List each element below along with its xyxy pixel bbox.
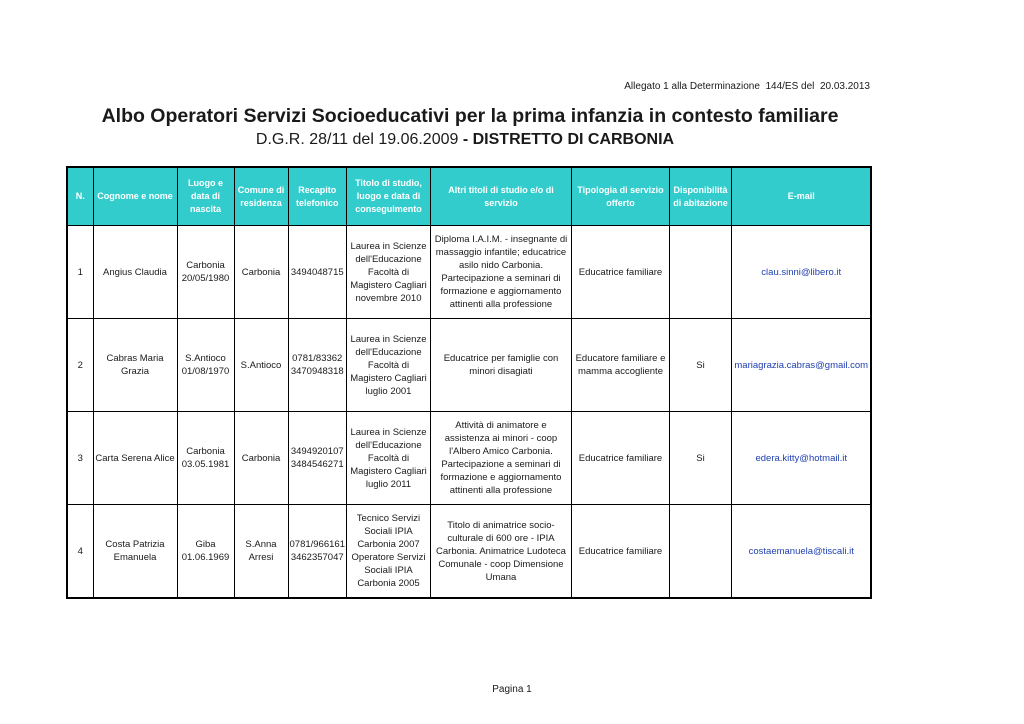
table-row [67,319,871,412]
cell-titolo: Laurea in Scienze dell'Educazione Facoltà di Magistero Cagliari luglio 2011 [346,412,430,505]
header-luogo: Luogo e data di nascita [177,167,234,226]
operators-table [66,166,872,599]
cell-tipologia: Educatrice familiare [571,226,669,319]
cell-luogo: Giba 01.06.1969 [177,505,234,599]
header-titolo: Titolo di studio, luogo e data di conseguimento [346,167,430,226]
header-recapito: Recapito telefonico [288,167,346,226]
cell-n: 2 [67,319,93,412]
cell-titolo: Laurea in Scienze dell'Educazione Facoltà di Magistero Cagliari novembre 2010 [346,226,430,319]
cell-recapito: 3494920107 3484546271 [288,412,346,505]
cell-nome: Carta Serena Alice [93,412,177,505]
cell-disponibilita: Si [669,412,731,505]
cell-nome: Cabras Maria Grazia [93,319,177,412]
cell-altri: Attività di animatore e assistenza ai minori - coop l'Albero Amico Carbonia. Partecipazione a seminari di formazione e aggiornamento attinenti alla professione [430,412,571,505]
cell-comune: S.Anna Arresi [234,505,288,599]
cell-titolo: Laurea in Scienze dell'Educazione Facoltà di Magistero Cagliari luglio 2001 [346,319,430,412]
table-row [67,226,871,319]
cell-disponibilita [669,505,731,599]
cell-luogo: S.Antioco 01/08/1970 [177,319,234,412]
cell-tipologia: Educatrice familiare [571,412,669,505]
header-comune: Comune di residenza [234,167,288,226]
header-tipologia: Tipologia di servizio offerto [571,167,669,226]
table-row [67,412,871,505]
cell-altri: Diploma I.A.I.M. - insegnante di massaggio infantile; educatrice asilo nido Carbonia. Partecipazione a seminari di formazione e aggiornamento attinenti alla professione [430,226,571,319]
subtitle-distretto: - DISTRETTO DI CARBONIA [462,131,675,148]
cell-tipologia: Educatrice familiare [571,505,669,599]
cell-comune: Carbonia [234,226,288,319]
cell-n: 3 [67,412,93,505]
cell-email[interactable]: costaemanuela@tiscali.it [731,505,871,599]
cell-luogo: Carbonia 03.05.1981 [177,412,234,505]
cell-nome: Angius Claudia [93,226,177,319]
cell-recapito: 0781/83362 3470948318 [288,319,346,412]
allegato-reference: Allegato 1 alla Determinazione 144/ES del 20.03.2013 [624,81,870,92]
header-nome: Cognome e nome [93,167,177,226]
cell-email[interactable]: mariagrazia.cabras@gmail.com [731,319,871,412]
table-header-row [67,167,871,226]
table-row [67,505,871,599]
header-altri: Altri titoli di studio e/o di servizio [430,167,571,226]
cell-disponibilita [669,226,731,319]
cell-email[interactable]: clau.sinni@libero.it [731,226,871,319]
page-number: Pagina 1 [492,684,532,695]
cell-luogo: Carbonia 20/05/1980 [177,226,234,319]
cell-altri: Educatrice per famiglie con minori disagiati [430,319,571,412]
header-email: E-mail [731,167,871,226]
cell-n: 4 [67,505,93,599]
cell-recapito: 0781/966161 3462357047 [288,505,346,599]
header-n: N. [67,167,93,226]
cell-n: 1 [67,226,93,319]
cell-nome: Costa Patrizia Emanuela [93,505,177,599]
document-title: Albo Operatori Servizi Socioeducativi per la prima infanzia in contesto familiare [101,105,839,127]
cell-comune: S.Antioco [234,319,288,412]
header-disponibilita: Disponibilità di abitazione [669,167,731,226]
cell-comune: Carbonia [234,412,288,505]
cell-altri: Titolo di animatrice socio-culturale di 600 ore - IPIA Carbonia. Animatrice Ludoteca Comunale - coop Dimensione Umana [430,505,571,599]
cell-recapito: 3494048715 [288,226,346,319]
subtitle-dgr: D.G.R. 28/11 del 19.06.2009 [255,131,463,148]
document-subtitle [0,131,930,149]
cell-disponibilita: Si [669,319,731,412]
cell-tipologia: Educatore familiare e mamma accogliente [571,319,669,412]
cell-email[interactable]: edera.kitty@hotmail.it [731,412,871,505]
cell-titolo: Tecnico Servizi Sociali IPIA Carbonia 2007 Operatore Servizi Sociali IPIA Carbonia 2005 [346,505,430,599]
